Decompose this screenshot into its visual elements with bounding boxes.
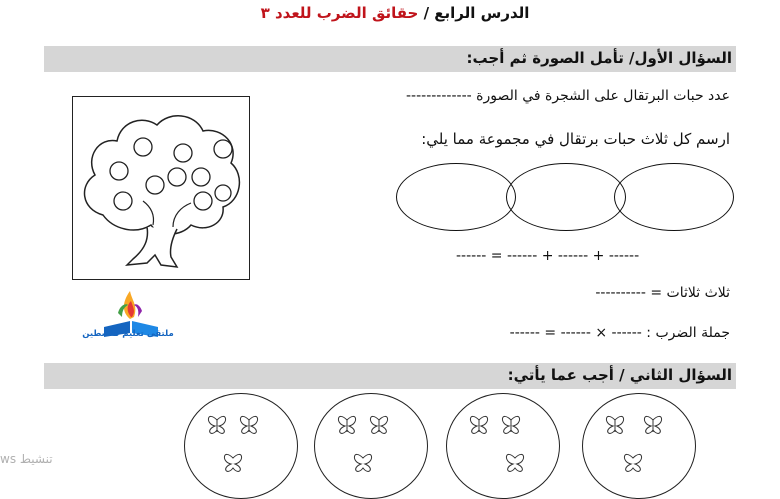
group-oval-3[interactable] — [614, 163, 734, 231]
section2-title: السؤال الثاني / أجب عما يأتي: — [507, 366, 732, 384]
addition-equation: ------ = ------ + ------ + ------ — [456, 248, 640, 264]
section1-title: السؤال الأول/ تأمل الصورة ثم أجب: — [466, 49, 732, 67]
orange-count-question: عدد حبات البرتقال على الشجرة في الصورة ------------- — [406, 88, 730, 104]
multiplication-sentence-line: جملة الضرب : ------ × ------ = ------ — [509, 325, 730, 341]
activation-watermark: تنشيط ws — [0, 452, 53, 466]
butterfly-group-2 — [314, 393, 428, 499]
butterfly-icon — [185, 394, 297, 474]
group-oval-1[interactable] — [396, 163, 516, 231]
butterfly-group-1 — [184, 393, 298, 499]
group-oval-2[interactable] — [506, 163, 626, 231]
butterfly-group-3 — [446, 393, 560, 499]
butterfly-icon — [583, 394, 695, 474]
logo-text: ملتقى تعليم فلسطين — [82, 329, 174, 339]
butterfly-icon — [315, 394, 427, 474]
draw-groups-instruction: ارسم كل ثلاث حبات برتقال في مجموعة مما يلي: — [421, 130, 730, 148]
butterfly-icon — [447, 394, 559, 474]
lesson-title — [250, 4, 540, 22]
three-threes-line: ثلاث ثلاثات = ---------- — [595, 285, 730, 301]
orange-tree-picture — [72, 96, 250, 280]
orange-tree-icon — [73, 97, 249, 279]
lesson-topic: حقائق الضرب للعدد ٣ — [260, 4, 419, 22]
lesson-label: الدرس الرابع / — [423, 4, 530, 22]
butterfly-group-4 — [582, 393, 696, 499]
